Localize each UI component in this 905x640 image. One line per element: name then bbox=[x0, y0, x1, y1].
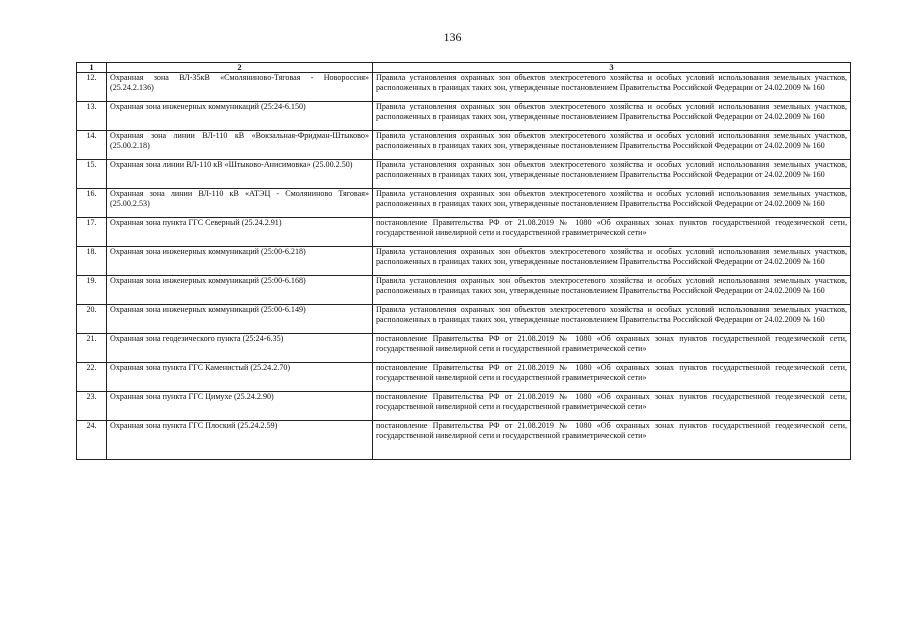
table-header-row bbox=[77, 63, 851, 73]
row-number: 18. bbox=[77, 247, 107, 276]
row-number: 20. bbox=[77, 305, 107, 334]
table-row bbox=[77, 160, 851, 189]
table-row bbox=[77, 421, 851, 460]
row-number: 21. bbox=[77, 334, 107, 363]
regulation-document: Правила установления охранных зон объектов электросетевого хозяйства и особых условий использования земельных участков, расположенных в границах таких зон, утвержденные постановлением Правительства Российской Федерации от 24.02.2009 № 160 bbox=[373, 160, 851, 189]
row-number: 14. bbox=[77, 131, 107, 160]
table-row bbox=[77, 392, 851, 421]
table-row bbox=[77, 218, 851, 247]
zone-name: Охранная зона инженерных коммуникаций (25:00-6.149) bbox=[107, 305, 373, 334]
row-number: 13. bbox=[77, 102, 107, 131]
table-row bbox=[77, 334, 851, 363]
regulation-document: Правила установления охранных зон объектов электросетевого хозяйства и особых условий использования земельных участков, расположенных в границах таких зон, утвержденные постановлением Правительства Российской Федерации от 24.02.2009 № 160 bbox=[373, 131, 851, 160]
row-number: 23. bbox=[77, 392, 107, 421]
regulation-document: Правила установления охранных зон объектов электросетевого хозяйства и особых условий использования земельных участков, расположенных в границах таких зон, утвержденные постановлением Правительства Российской Федерации от 24.02.2009 № 160 bbox=[373, 247, 851, 276]
row-number: 19. bbox=[77, 276, 107, 305]
row-number: 16. bbox=[77, 189, 107, 218]
table-row bbox=[77, 131, 851, 160]
regulation-document: Правила установления охранных зон объектов электросетевого хозяйства и особых условий использования земельных участков, расположенных в границах таких зон, утвержденные постановлением Правительства Российской Федерации от 24.02.2009 № 160 bbox=[373, 189, 851, 218]
table-row bbox=[77, 189, 851, 218]
row-number: 15. bbox=[77, 160, 107, 189]
regulation-document: постановление Правительства РФ от 21.08.2019 № 1080 «Об охранных зонах пунктов государственной геодезической сети, государственной нивелирной сети и государственной гравиметрической сети» bbox=[373, 218, 851, 247]
row-number: 24. bbox=[77, 421, 107, 460]
column-header-3: 3 bbox=[373, 63, 851, 73]
regulation-document: постановление Правительства РФ от 21.08.2019 № 1080 «Об охранных зонах пунктов государственной геодезической сети, государственной нивелирной сети и государственной гравиметрической сети» bbox=[373, 421, 851, 460]
page-number: 136 bbox=[443, 30, 462, 44]
regulation-document: Правила установления охранных зон объектов электросетевого хозяйства и особых условий использования земельных участков, расположенных в границах таких зон, утвержденные постановлением Правительства Российской Федерации от 24.02.2009 № 160 bbox=[373, 305, 851, 334]
column-header-2: 2 bbox=[107, 63, 373, 73]
zone-name: Охранная зона геодезического пункта (25:24-6.35) bbox=[107, 334, 373, 363]
table-row bbox=[77, 102, 851, 131]
row-number: 12. bbox=[77, 73, 107, 102]
column-header-1: 1 bbox=[77, 63, 107, 73]
zone-name: Охранная зона пункта ГГС Цимухе (25.24.2.90) bbox=[107, 392, 373, 421]
zone-name: Охранная зона пункта ГГС Северный (25.24.2.91) bbox=[107, 218, 373, 247]
regulation-document: постановление Правительства РФ от 21.08.2019 № 1080 «Об охранных зонах пунктов государственной геодезической сети, государственной нивелирной сети и государственной гравиметрической сети» bbox=[373, 363, 851, 392]
regulation-document: Правила установления охранных зон объектов электросетевого хозяйства и особых условий использования земельных участков, расположенных в границах таких зон, утвержденные постановлением Правительства Российской Федерации от 24.02.2009 № 160 bbox=[373, 102, 851, 131]
zone-name: Охранная зона инженерных коммуникаций (25:00-6.218) bbox=[107, 247, 373, 276]
zone-name: Охранная зона линии ВЛ-110 кВ «Вокзальная-Фридман-Штыково» (25.00.2.18) bbox=[107, 131, 373, 160]
table-row bbox=[77, 73, 851, 102]
row-number: 17. bbox=[77, 218, 107, 247]
regulation-document: Правила установления охранных зон объектов электросетевого хозяйства и особых условий использования земельных участков, расположенных в границах таких зон, утвержденные постановлением Правительства Российской Федерации от 24.02.2009 № 160 bbox=[373, 73, 851, 102]
table-row bbox=[77, 276, 851, 305]
zone-name: Охранная зона инженерных коммуникаций (25:24-6.150) bbox=[107, 102, 373, 131]
table-row bbox=[77, 247, 851, 276]
zone-name: Охранная зона инженерных коммуникаций (25:00-6.168) bbox=[107, 276, 373, 305]
regulation-document: постановление Правительства РФ от 21.08.2019 № 1080 «Об охранных зонах пунктов государственной геодезической сети, государственной нивелирной сети и государственной гравиметрической сети» bbox=[373, 392, 851, 421]
regulation-document: Правила установления охранных зон объектов электросетевого хозяйства и особых условий использования земельных участков, расположенных в границах таких зон, утвержденные постановлением Правительства Российской Федерации от 24.02.2009 № 160 bbox=[373, 276, 851, 305]
table-row bbox=[77, 305, 851, 334]
row-number: 22. bbox=[77, 363, 107, 392]
zone-name: Охранная зона линии ВЛ-110 кВ «Штыково-Анисимовка» (25.00.2.50) bbox=[107, 160, 373, 189]
zone-name: Охранная зона линии ВЛ-110 кВ «АТЭЦ - Смоляниново Тяговая» (25.00.2.53) bbox=[107, 189, 373, 218]
zone-name: Охранная зона пункта ГГС Плоский (25.24.2.59) bbox=[107, 421, 373, 460]
zone-name: Охранная зона ВЛ-35кВ «Смоляниново-Тяговая - Новороссия» (25.24.2.136) bbox=[107, 73, 373, 102]
zones-table bbox=[76, 62, 851, 460]
table-body bbox=[77, 63, 851, 460]
regulation-document: постановление Правительства РФ от 21.08.2019 № 1080 «Об охранных зонах пунктов государственной геодезической сети, государственной нивелирной сети и государственной гравиметрической сети» bbox=[373, 334, 851, 363]
table-row bbox=[77, 363, 851, 392]
zone-name: Охранная зона пункта ГГС Каменистый (25.24.2.70) bbox=[107, 363, 373, 392]
